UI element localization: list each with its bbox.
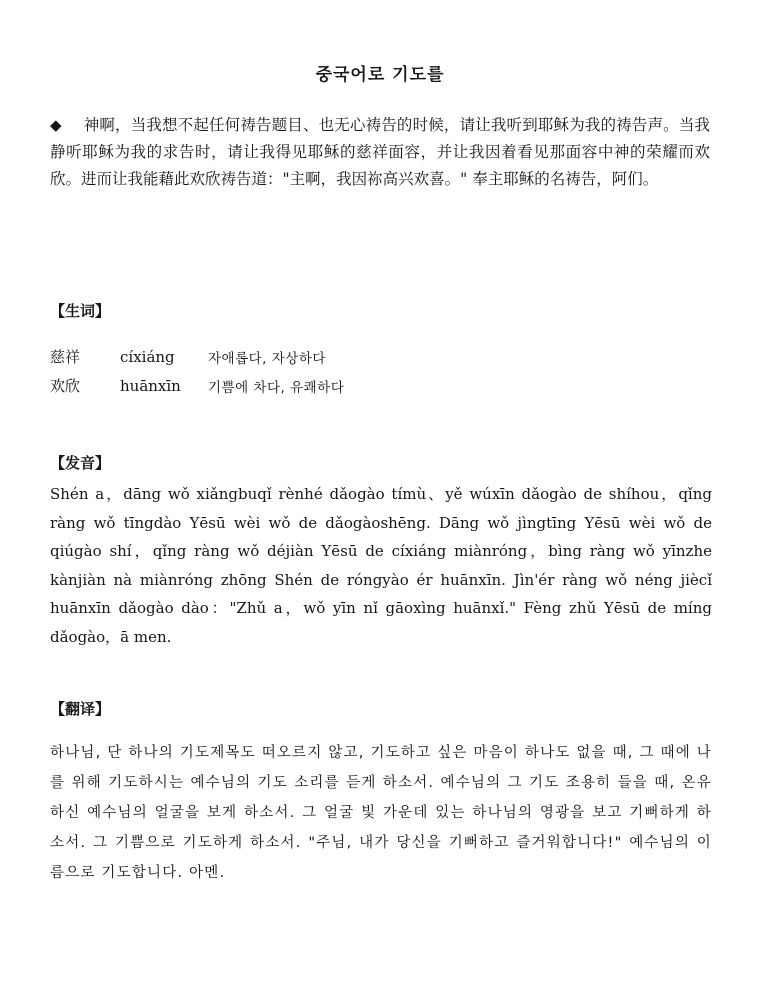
vocab-item	[50, 342, 710, 371]
pronunciation-text: Shén a，dāng wǒ xiǎngbuqǐ rènhé dǎogào tímù、yě wúxīn dǎogào de shíhou，qǐng ràng wǒ tīngdào Yēsū wèi wǒ de dǎogàoshēng. Dāng wǒ jìngtīng Yēsū wèi wǒ de qiúgào shí，qǐng ràng wǒ déjiàn Yēsū de cíxiáng miànróng，bìng ràng wǒ yīnzhe kànjiàn nà miànróng zhōng Shén de róngyào ér huānxīn. Jìn'ér ràng wǒ néng jiècǐ huānxīn dǎogào dào："Zhǔ a，wǒ yīn nǐ gāoxìng huānxǐ." Fèng zhǔ Yēsū de míng dǎogào，ā men.	[50, 485, 712, 646]
vocab-heading: 【生词】	[50, 302, 111, 320]
vocab-item	[50, 371, 710, 400]
vocab-list	[50, 342, 710, 400]
prayer-paragraph	[50, 112, 710, 193]
diamond-bullet-icon: ◆	[50, 116, 62, 134]
translation-text: 하나님, 단 하나의 기도제목도 떠오르지 않고, 기도하고 싶은 마음이 하나도 없을 때, 그 때에 나를 위해 기도하시는 예수님의 기도 소리를 듣게 하소서. 예수님의 그 기도 조용히 들을 때, 온유하신 예수님의 얼굴을 보게 하소서. 그 얼굴 빛 가운데 있는 하나님의 영광을 보고 기뻐하게 하소서. 그 기쁨으로 기도하게 하소서. "주님, 내가 당신을 기뻐하고 즐거워합니다!" 예수님의 이름으로 기도합니다. 아멘.	[50, 745, 712, 881]
vocab-pinyin: cíxiáng	[120, 347, 175, 366]
vocab-meaning: 자애롭다, 자상하다	[208, 350, 326, 367]
pronunciation-heading: 【发音】	[50, 454, 111, 472]
vocab-pinyin: huānxīn	[120, 376, 181, 395]
translation-heading: 【翻译】	[50, 700, 111, 718]
prayer-text: 神啊，当我想不起任何祷告题目、也无心祷告的时候，请让我听到耶稣为我的祷告声。当我静听耶稣为我的求告时，请让我得见耶稣的慈祥面容，并让我因着看见那面容中神的荣耀而欢欣。进而让我能藉此欢欣祷告道："主啊，我因祢高兴欢喜。" 奉主耶稣的名祷告，阿们。	[50, 116, 710, 188]
vocab-word: 慈祥	[50, 348, 81, 366]
vocab-meaning: 기쁨에 차다, 유쾌하다	[208, 379, 345, 396]
vocab-word: 欢欣	[50, 377, 81, 395]
page-title: 중국어로 기도를	[315, 65, 445, 85]
